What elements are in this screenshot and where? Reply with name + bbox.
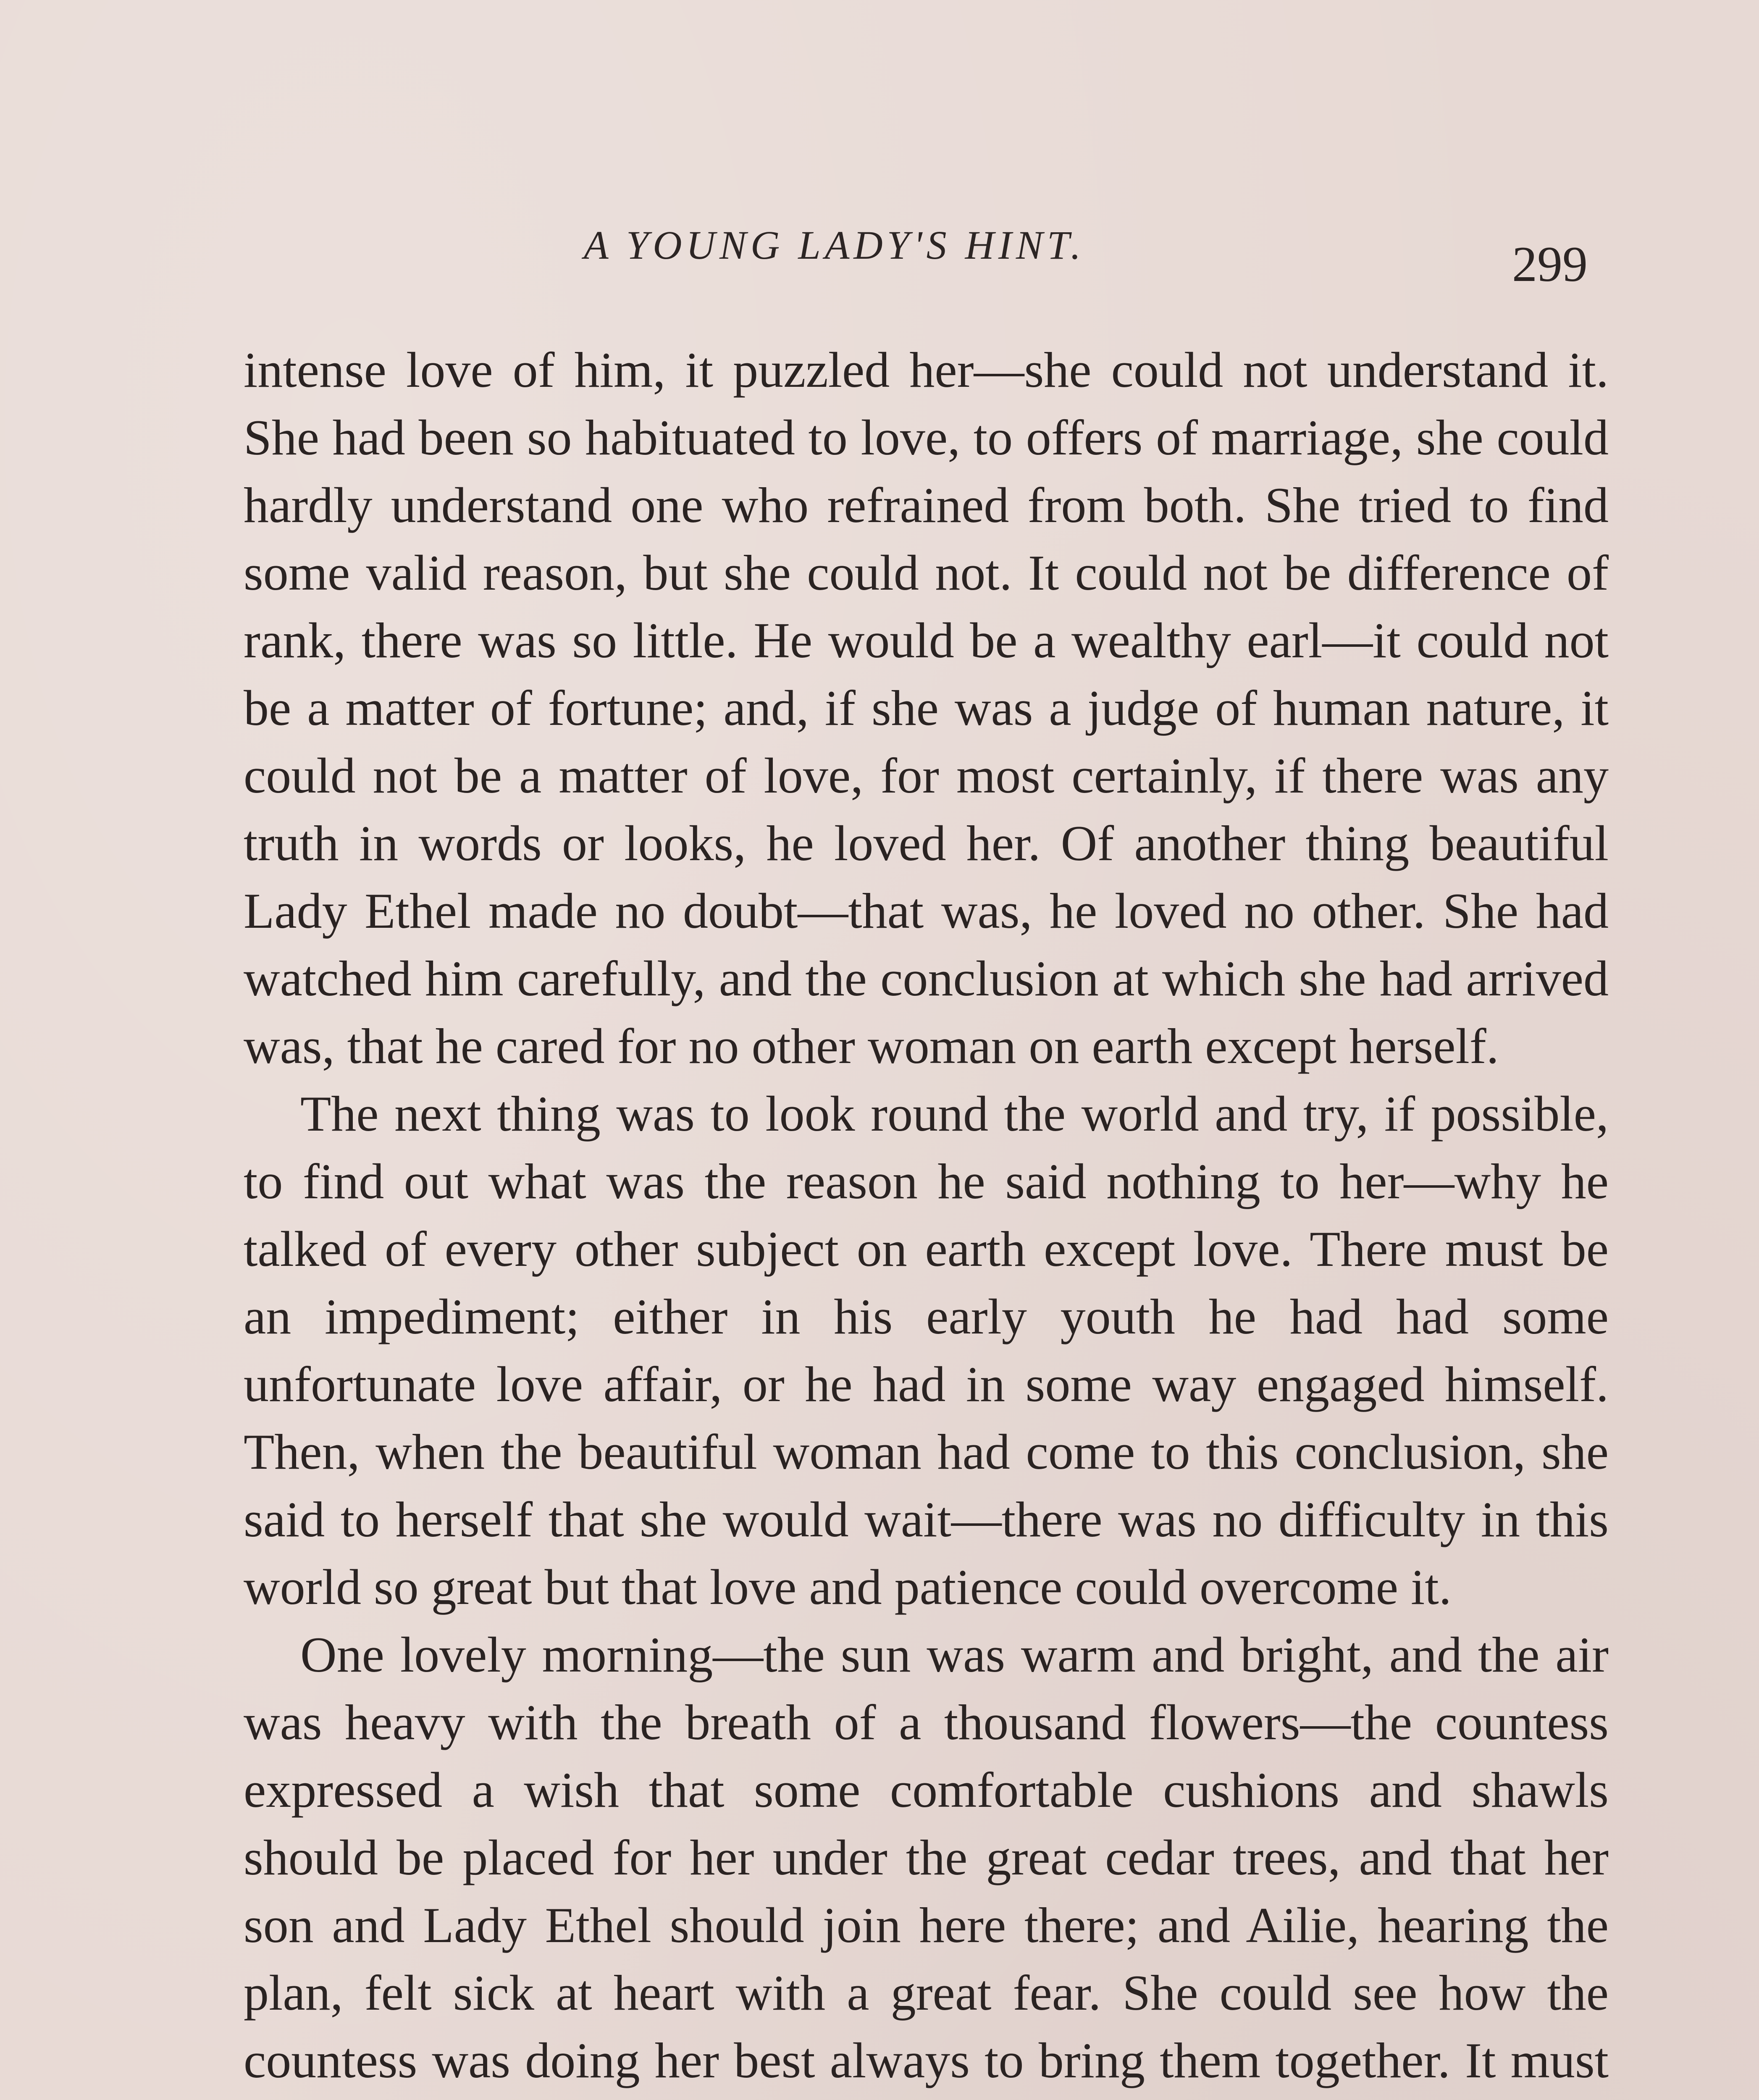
paragraph-1: intense love of him, it puzzled her—she could not understand it. She had been so habituated to love, to offers of marriage, she could hardly understand one who refrained from both. She tried to find some valid reason, but she could not. It could not be difference of rank, there was so little. He would be a wealthy earl—it could not be a matter of fortune; and, if she was a judge of human nature, it could not be a matter of love, for most certainly, if there was any truth in words or looks, he loved her. Of another thing beautiful Lady Ethel made no doubt—that was, he loved no other. She had watched him carefully, and the conclusion at which she had arrived was, that he cared for no other woman on earth except herself. — [244, 342, 1609, 1074]
paragraph-2: The next thing was to look round the world and try, if possible, to find out what was the reason he said nothing to her—why he talked of every other subject on earth except love. There must be an impediment; either in his early youth he had had some unfortunate love affair, or he had in some way engaged himself. Then, when the beautiful woman had come to this conclusion, she said to herself that she would wait—there was no difficulty in this world so great but that love and patience could overcome it. — [244, 1086, 1609, 1615]
running-head-title: A YOUNG LADY'S HINT. — [584, 223, 1085, 268]
paragraph-3: One lovely morning—the sun was warm and bright, and the air was heavy with the breath of a thousand flowers—the countess expressed a wish that some comfortable cushions and shawls should be placed for her under the great cedar trees, and that her son and Lady Ethel should join here there; and Ailie, hearing the plan, felt sick at heart with a great fear. She could see how the countess was doing her best always to bring them together. It must — [244, 1627, 1609, 2088]
body-text — [244, 336, 1609, 2100]
page-number: 299 — [1512, 236, 1588, 292]
